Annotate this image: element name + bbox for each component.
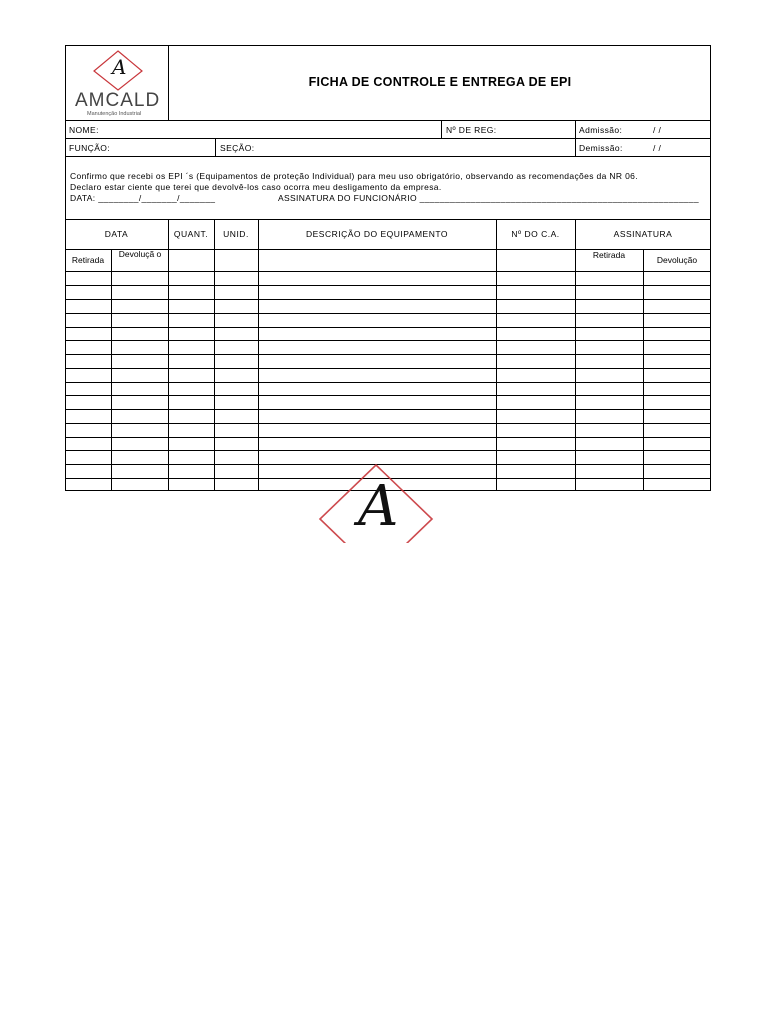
header-unid: UNID. [223,229,249,239]
subheader-retirada: Retirada [71,255,105,265]
watermark-letter: A [358,474,399,539]
form-title: FICHA DE CONTROLE E ENTREGA DE EPI [308,75,572,89]
logo-brand: AMCALD [75,90,161,111]
admissao-date: / / [653,125,662,135]
demissao-date: / / [653,143,662,153]
header-assinatura: ASSINATURA [613,229,673,239]
declaration-line-2: Declaro estar ciente que terei que devolvê-los caso ocorra meu desligamento da empresa. [70,182,442,192]
subheader-retirada-assinatura: Retirada [592,250,626,260]
secao-label: SEÇÃO: [220,143,255,153]
header-num-ca: Nº DO C.A. [511,229,560,239]
header-data: DATA [104,229,129,239]
nome-label: NOME: [69,125,99,135]
date-line: DATA: ________/_______/_______ [70,193,216,203]
header-quant: QUANT. [173,229,209,239]
watermark-logo [300,463,450,543]
header-descricao: DESCRIÇÃO DO EQUIPAMENTO [305,229,449,239]
logo-letter: A [112,55,128,79]
num-reg-label: Nº DE REG: [446,125,497,135]
funcao-label: FUNÇÃO: [69,143,111,153]
demissao-label: Demissão: [579,143,623,153]
admissao-label: Admissão: [579,125,623,135]
signature-line: ASSINATURA DO FUNCIONÁRIO _______________________________________________________ [278,193,699,203]
subheader-devolucao: Devoluçã o [118,249,162,259]
declaration-line-1: Confirmo que recebi os EPI ´s (Equipamentos de proteção Individual) para meu uso obrigatório, observando as recomendações da NR 06. [70,171,638,181]
logo-tagline: Manutenção Industrial [87,111,142,117]
declaration-text [70,171,699,204]
subheader-devolucao-assinatura: Devolução [656,255,698,265]
